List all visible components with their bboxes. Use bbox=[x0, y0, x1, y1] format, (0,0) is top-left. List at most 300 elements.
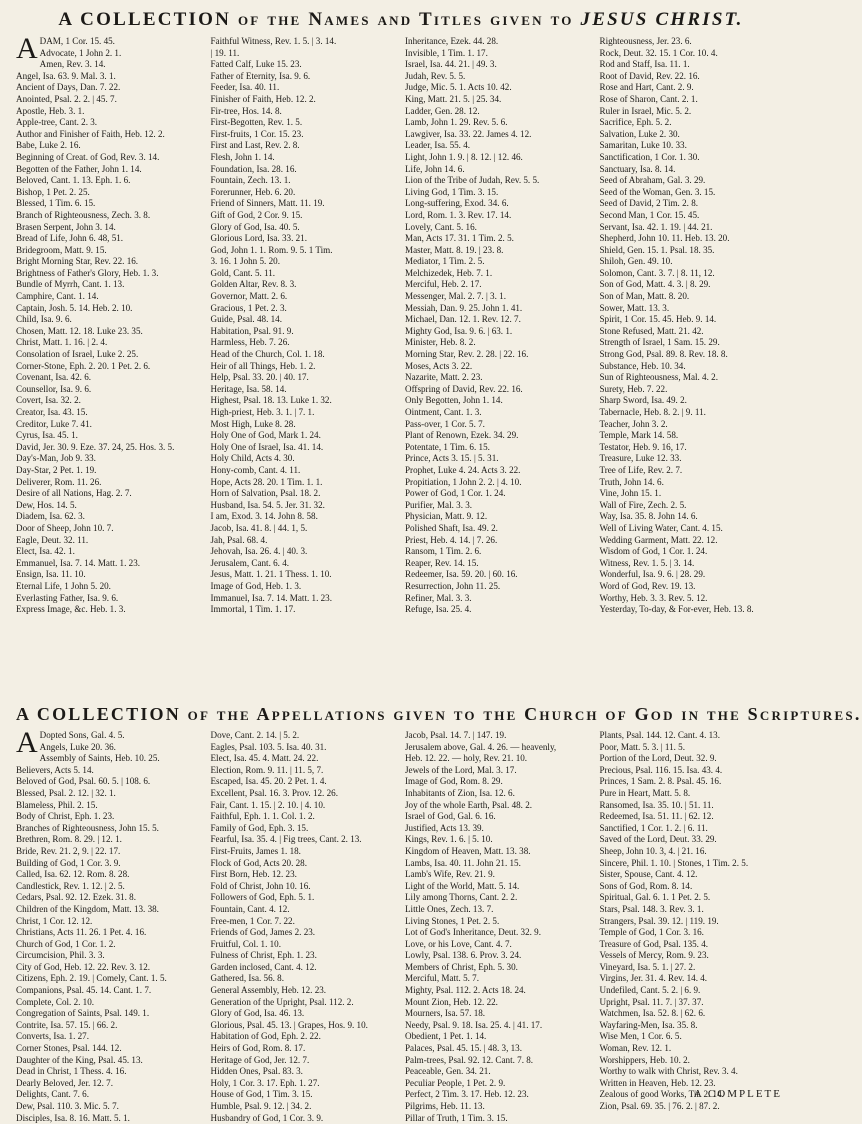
entry-line: Corner Stones, Psal. 144. 12. bbox=[16, 1043, 122, 1054]
entry-line: Flesh, John 1. 14. bbox=[210, 151, 275, 162]
entry-line: Angel, Isa. 63. 9. Mal. 3. 1. bbox=[16, 70, 116, 81]
entry-line: Plant of Renown, Ezek. 34. 29. bbox=[405, 430, 519, 441]
entry-line: Judge, Mic. 5. 1. Acts 10. 42. bbox=[405, 82, 512, 93]
entry-line: Habitation of God, Eph. 2. 22. bbox=[210, 1031, 321, 1042]
entry-line: Gold, Cant. 5. 11. bbox=[210, 267, 276, 278]
entry-line: Faithful, Eph. 1. 1. Col. 1. 2. bbox=[210, 811, 315, 822]
entry-line: First Born, Heb. 12. 23. bbox=[210, 869, 297, 880]
entry-line: Written in Heaven, Heb. 12. 23. bbox=[599, 1077, 716, 1088]
entry-line: Escaped, Isa. 45. 20. 2 Pet. 1. 4. bbox=[210, 776, 327, 787]
entry-line: Beginning of Creat. of God, Rev. 3. 14. bbox=[16, 151, 160, 162]
appellations-column-2 bbox=[210, 730, 398, 1123]
entry-line: Holy One of God, Mark 1. 24. bbox=[210, 430, 321, 441]
entry-line: Amen, Rev. 3. 14. bbox=[39, 59, 106, 70]
entry-line: Love, or his Love, Cant. 4. 7. bbox=[405, 938, 512, 949]
entry-line: Worthy to walk with Christ, Rev. 3. 4. bbox=[599, 1066, 738, 1077]
entry-line: Beloved of God, Psal. 60. 5. | 108. 6. bbox=[16, 776, 151, 787]
entry-line: Tree of Life, Rev. 2. 7. bbox=[599, 464, 683, 475]
entry-line: Tabernacle, Heb. 8. 2. | 9. 11. bbox=[599, 407, 706, 417]
entry-line: DAM, 1 Cor. 15. 45. bbox=[39, 36, 115, 46]
entry-line: Second Man, 1 Cor. 15. 45. bbox=[599, 209, 700, 220]
entry-line: Lamb's Wife, Rev. 21. 9. bbox=[405, 869, 495, 880]
entry-line: Living Stones, 1 Pet. 2. 5. bbox=[405, 915, 500, 926]
entry-line: Root of David, Rev. 22. 16. bbox=[599, 70, 700, 81]
entry-line: Lily among Thorns, Cant. 2. 2. bbox=[405, 892, 518, 903]
entry-line: Gathered, Isa. 56. 8. bbox=[210, 973, 284, 984]
entry-line: Dopted Sons, Gal. 4. 5. bbox=[39, 730, 125, 740]
entry-line: First-Fruits, James 1. 18. bbox=[210, 845, 301, 856]
entry-line: Mount Zion, Heb. 12. 22. bbox=[405, 996, 498, 1007]
entry-line: Wise Men, 1 Cor. 6. 5. bbox=[599, 1031, 682, 1042]
entry-line: Christ, Matt. 1. 16. | 2. 4. bbox=[16, 337, 108, 348]
entry-line: Delights, Cant. 7. 6. bbox=[16, 1089, 89, 1100]
entry-line: Nazarite, Matt. 2. 23. bbox=[405, 372, 483, 383]
entry-line: Eagles, Psal. 103. 5. Isa. 40. 31. bbox=[210, 741, 327, 752]
entry-line: Wonderful, Isa. 9. 6. | 28. 29. bbox=[599, 569, 706, 580]
entry-line: Eternal Life, 1 John 5. 20. bbox=[16, 580, 111, 591]
entry-line: King, Matt. 21. 5. | 25. 34. bbox=[405, 93, 502, 104]
entry-line: Rock, Deut. 32. 15. 1 Cor. 10. 4. bbox=[599, 47, 718, 58]
entry-line: Blameless, Phil. 2. 15. bbox=[16, 799, 98, 810]
entry-line: Heir of all Things, Heb. 1. 2. bbox=[210, 360, 316, 371]
entry-line: High-priest, Heb. 3. 1. | 7. 1. bbox=[210, 407, 315, 417]
entry-line: Palm-trees, Psal. 92. 12. Cant. 7. 8. bbox=[405, 1054, 534, 1065]
entry-line: I am, Exod. 3. 14. John 8. 58. bbox=[210, 511, 318, 522]
entry-line: Creator, Isa. 43. 15. bbox=[16, 407, 88, 417]
entry-line: Candlestick, Rev. 1. 12. | 2. 5. bbox=[16, 880, 125, 891]
entry-line: Covenant, Isa. 42. 6. bbox=[16, 372, 92, 383]
entry-line: Justified, Acts 13. 39. bbox=[405, 822, 484, 833]
entry-line: Covert, Isa. 32. 2. bbox=[16, 395, 81, 406]
entry-line: Invisible, 1 Tim. 1. 17. bbox=[405, 47, 488, 58]
entry-line: Counsellor, Isa. 9. 6. bbox=[16, 383, 92, 394]
entry-line: Jesus, Matt. 1. 21. 1 Thess. 1. 10. bbox=[210, 569, 332, 580]
entry-line: Zion, Psal. 69. 35. | 76. 2. | 87. 2. bbox=[599, 1101, 720, 1111]
entry-line: Propitiation, 1 John 2. 2. | 4. 10. bbox=[405, 476, 522, 487]
entry-line: Vineyard, Isa. 5. 1. | 27. 2. bbox=[599, 961, 696, 972]
entry-line: General Assembly, Heb. 12. 23. bbox=[210, 985, 327, 996]
entry-line: Plants, Psal. 144. 12. Cant. 4. 13. bbox=[599, 730, 720, 740]
entry-line: First and Last, Rev. 2. 8. bbox=[210, 140, 300, 151]
entry-line: Wayfaring-Men, Isa. 35. 8. bbox=[599, 1019, 698, 1030]
entry-line: Testator, Heb. 9. 16, 17. bbox=[599, 441, 687, 452]
entry-line: Shepherd, John 10. 11. Heb. 13. 20. bbox=[599, 233, 730, 244]
entry-line: Saved of the Lord, Deut. 33. 29. bbox=[599, 834, 717, 845]
entry-line: Truth, John 14. 6. bbox=[599, 476, 664, 487]
entry-line: Golden Altar, Rev. 8. 3. bbox=[210, 279, 297, 290]
entry-line: Jah, Psal. 68. 4. bbox=[210, 534, 268, 545]
entry-line: Dove, Cant. 2. 14. | 5. 2. bbox=[210, 730, 300, 740]
entry-line: Sanctuary, Isa. 8. 14. bbox=[599, 163, 676, 174]
entry-line: Lawgiver, Isa. 33. 22. James 4. 12. bbox=[405, 128, 532, 139]
appellations-column-3 bbox=[405, 730, 592, 1123]
entry-line: Resurrection, John 11. 25. bbox=[405, 580, 501, 591]
entry-line: Sanctification, 1 Cor. 1. 30. bbox=[599, 151, 700, 162]
entry-line: Potentate, 1 Tim. 6. 15. bbox=[405, 441, 490, 452]
entry-line: Horn of Salvation, Psal. 18. 2. bbox=[210, 488, 321, 499]
entry-line: Glory of God, Isa. 46. 13. bbox=[210, 1008, 305, 1019]
entry-line: Merciful, Heb. 2. 17. bbox=[405, 279, 482, 290]
church-appellations-section bbox=[16, 726, 786, 1123]
entry-line: Elect, Isa. 45. 4. Matt. 24. 22. bbox=[210, 753, 319, 764]
entry-line: Ransom, 1 Tim. 2. 6. bbox=[405, 546, 482, 557]
entry-line: Vine, John 15. 1. bbox=[599, 488, 662, 499]
entry-line: Husband, Isa. 54. 5. Jer. 31. 32. bbox=[210, 499, 325, 510]
entry-line: Little Ones, Zech. 13. 7. bbox=[405, 903, 494, 914]
entry-line: Called, Isa. 62. 12. Rom. 8. 28. bbox=[16, 869, 130, 880]
entry-line: Wisdom of God, 1 Cor. 1. 24. bbox=[599, 546, 708, 557]
entry-line: Peculiar People, 1 Pet. 2. 9. bbox=[405, 1077, 506, 1088]
entry-line: Ointment, Cant. 1. 3. bbox=[405, 407, 482, 417]
entry-line: Emmanuel, Isa. 7. 14. Matt. 1. 23. bbox=[16, 557, 141, 568]
entry-line: Lord, Rom. 1. 3. Rev. 17. 14. bbox=[405, 209, 512, 220]
entry-line: Peaceable, Gen. 34. 21. bbox=[405, 1066, 491, 1077]
entry-line: Redeemed, Isa. 51. 11. | 62. 12. bbox=[599, 811, 714, 822]
entry-line: Morning Star, Rev. 2. 28. | 22. 16. bbox=[405, 349, 529, 360]
entry-line: Circumcision, Phil. 3. 3. bbox=[16, 950, 105, 961]
entry-line: Minister, Heb. 8. 2. bbox=[405, 337, 476, 348]
entry-line: Father of Eternity, Isa. 9. 6. bbox=[210, 70, 311, 81]
entry-line: Blessed, 1 Tim. 6. 15. bbox=[16, 198, 96, 209]
entry-line: Congregation of Saints, Psal. 149. 1. bbox=[16, 1008, 150, 1019]
entry-line: Sincere, Phil. 1. 10. | Stones, 1 Tim. 2. 5. bbox=[599, 857, 749, 868]
entry-line: Christ, 1 Cor. 12. 12. bbox=[16, 915, 93, 926]
entry-line: Way, Isa. 35. 8. John 14. 6. bbox=[599, 511, 698, 522]
entry-line: Sheep, John 10. 3, 4. | 21. 16. bbox=[599, 845, 707, 856]
entry-line: Sower, Matt. 13. 3. bbox=[599, 302, 670, 313]
entry-line: Vessels of Mercy, Rom. 9. 23. bbox=[599, 950, 709, 961]
entry-line: Governor, Matt. 2. 6. bbox=[210, 291, 288, 302]
entry-line: Habitation, Psal. 91. 9. bbox=[210, 325, 294, 336]
entry-line: Palaces, Psal. 45. 15. | 48. 3, 13. bbox=[405, 1043, 522, 1054]
entry-line: Pass-over, 1 Cor. 5. 7. bbox=[405, 418, 485, 429]
entry-line: Angels, Luke 20. 36. bbox=[39, 741, 116, 752]
entry-line: Child, Isa. 9. 6. bbox=[16, 314, 72, 325]
entry-line: Melchizedek, Heb. 7. 1. bbox=[405, 267, 493, 278]
entry-line: Children of the Kingdom, Matt. 13. 38. bbox=[16, 903, 159, 914]
entry-line: Day-Star, 2 Pet. 1. 19. bbox=[16, 464, 97, 475]
entry-line: Bright Morning Star, Rev. 22. 16. bbox=[16, 256, 139, 267]
drop-cap: A bbox=[16, 726, 38, 759]
entry-line: Pilgrims, Heb. 11. 13. bbox=[405, 1101, 485, 1111]
entry-line: Treasure of God, Psal. 135. 4. bbox=[599, 938, 709, 949]
entry-line: Camphire, Cant. 1. 14. bbox=[16, 291, 99, 302]
entry-line: Generation of the Upright, Psal. 112. 2. bbox=[210, 996, 354, 1007]
entry-line: Creditor, Luke 7. 41. bbox=[16, 418, 92, 429]
entry-line: Highest, Psal. 18. 13. Luke 1. 32. bbox=[210, 395, 332, 406]
entry-line: Temple of God, 1 Cor. 3. 16. bbox=[599, 927, 704, 938]
entry-line: Bride, Rev. 21. 2, 9. | 22. 17. bbox=[16, 845, 121, 856]
entry-line: Flock of God, Acts 20. 28. bbox=[210, 857, 307, 868]
entry-line: Servant, Isa. 42. 1. 19. | 44. 21. bbox=[599, 221, 713, 232]
entry-line: Desire of all Nations, Hag. 2. 7. bbox=[16, 488, 132, 499]
entry-line: Spiritual, Gal. 6. 1. 1 Pet. 2. 5. bbox=[599, 892, 711, 903]
entry-line: Cedars, Psal. 92. 12. Ezek. 31. 8. bbox=[16, 892, 136, 903]
entry-line: Ransomed, Isa. 35. 10. | 51. 11. bbox=[599, 799, 714, 810]
entry-line: Sacrifice, Eph. 5. 2. bbox=[599, 117, 672, 128]
entry-line: Apple-tree, Cant. 2. 3. bbox=[16, 117, 98, 128]
entry-line: Immortal, 1 Tim. 1. 17. bbox=[210, 604, 296, 615]
entry-line: Heb. 12. 22. — holy, Rev. 21. 10. bbox=[405, 753, 528, 764]
entry-line: Holy One of Israel, Isa. 41. 14. bbox=[210, 441, 324, 452]
entry-line: Ladder, Gen. 28. 12. bbox=[405, 105, 480, 116]
entry-line: Bishop, 1 Pet. 2. 25. bbox=[16, 186, 90, 197]
entry-line: Ancient of Days, Dan. 7. 22. bbox=[16, 82, 121, 93]
names-column-2 bbox=[211, 36, 398, 698]
entry-line: Pillar of Truth, 1 Tim. 3. 15. bbox=[405, 1112, 508, 1123]
entry-line: Mighty God, Isa. 9. 6. | 63. 1. bbox=[405, 325, 513, 336]
entry-line: Fold of Christ, John 10. 16. bbox=[210, 880, 311, 891]
entry-line: Mighty, Psal. 112. 2. Acts 18. 24. bbox=[405, 985, 526, 996]
entry-line: Gift of God, 2 Cor. 9. 15. bbox=[210, 209, 303, 220]
entry-line: Spirit, 1 Cor. 15. 45. Heb. 9. 14. bbox=[599, 314, 717, 325]
appellations-column-4 bbox=[600, 730, 787, 1116]
entry-line: Lambs, Isa. 40. 11. John 21. 15. bbox=[405, 857, 521, 868]
entry-line: Polished Shaft, Isa. 49. 2. bbox=[405, 522, 498, 533]
entry-line: Holy Child, Acts 4. 30. bbox=[210, 453, 295, 464]
entry-line: Feeder, Isa. 40. 11. bbox=[210, 82, 280, 93]
entry-line: Jerusalem, Cant. 6. 4. bbox=[210, 557, 290, 568]
appellations-column-1 bbox=[16, 726, 203, 1123]
entry-line: Poor, Matt. 5. 3. | 11. 5. bbox=[599, 741, 685, 752]
entry-line: Babe, Luke 2. 16. bbox=[16, 140, 81, 151]
entry-line: Believers, Acts 5. 14. bbox=[16, 764, 94, 775]
entry-line: Holy, 1 Cor. 3. 17. Eph. 1. 27. bbox=[210, 1077, 320, 1088]
entry-line: Israel of God, Gal. 6. 16. bbox=[405, 811, 496, 822]
entry-line: Friend of Sinners, Matt. 11. 19. bbox=[210, 198, 325, 209]
entry-line: Undefiled, Cant. 5. 2. | 6. 9. bbox=[599, 985, 701, 996]
entry-line: Sister, Spouse, Cant. 4. 12. bbox=[599, 869, 698, 880]
entry-line: Light, John 1. 9. | 8. 12. | 12. 46. bbox=[405, 151, 523, 162]
entry-line: Author and Finisher of Faith, Heb. 12. 2. bbox=[16, 128, 165, 139]
entry-line: Inhabitants of Zion, Isa. 12. 6. bbox=[405, 787, 515, 798]
entry-line: City of God, Heb. 12. 22. Rev. 3. 12. bbox=[16, 961, 151, 972]
entry-line: Judah, Rev. 5. 5. bbox=[405, 70, 466, 81]
entry-line: Foundation, Isa. 28. 16. bbox=[210, 163, 297, 174]
entry-line: Ensign, Isa. 11. 10. bbox=[16, 569, 86, 580]
entry-line: Door of Sheep, John 10. 7. bbox=[16, 522, 114, 533]
entry-line: Begotten of the Father, John 1. 14. bbox=[16, 163, 142, 174]
entry-line: Express Image, &c. Heb. 1. 3. bbox=[16, 604, 126, 615]
entry-line: 3. 16. 1 John 5. 20. bbox=[210, 256, 280, 267]
entry-line: Body of Christ, Eph. 1. 23. bbox=[16, 811, 115, 822]
entry-line: Glorious Lord, Isa. 33. 21. bbox=[210, 233, 307, 244]
entry-line: Converts, Isa. 1. 27. bbox=[16, 1031, 89, 1042]
entry-line: Friends of God, James 2. 23. bbox=[210, 927, 316, 938]
entry-line: Christians, Acts 11. 26. 1 Pet. 4. 16. bbox=[16, 927, 147, 938]
entry-line: Messenger, Mal. 2. 7. | 3. 1. bbox=[405, 291, 506, 302]
entry-line: Fulness of Christ, Eph. 1. 23. bbox=[210, 950, 317, 961]
entry-line: Brightness of Father's Glory, Heb. 1. 3. bbox=[16, 267, 159, 278]
entry-line: Obedient, 1 Pet. 1. 14. bbox=[405, 1031, 487, 1042]
title-church-appellations: A COLLECTION of the Appellations given to the Church of God in the Scriptures. bbox=[16, 704, 862, 724]
entry-line: Assembly of Saints, Heb. 10. 25. bbox=[39, 753, 160, 764]
entry-line: Salvation, Luke 2. 30. bbox=[599, 128, 680, 139]
entry-line: Strong God, Psal. 89. 8. Rev. 18. 8. bbox=[599, 349, 728, 360]
entry-line: Complete, Col. 2. 10. bbox=[16, 996, 95, 1007]
entry-line: Diadem, Isa. 62. 3. bbox=[16, 511, 85, 522]
entry-line: Lowly, Psal. 138. 6. Prov. 3. 24. bbox=[405, 950, 522, 961]
names-column-1 bbox=[16, 32, 203, 698]
entry-line: Fir-tree, Hos. 14. 8. bbox=[210, 105, 282, 116]
entry-line: Building of God, 1 Cor. 3. 9. bbox=[16, 857, 121, 868]
drop-cap: A bbox=[16, 32, 38, 65]
entry-line: Fatted Calf, Luke 15. 23. bbox=[210, 59, 302, 70]
entry-line: Harmless, Heb. 7. 26. bbox=[210, 337, 290, 348]
entry-line: Son of Man, Matt. 8. 20. bbox=[599, 291, 690, 302]
entry-line: Kings, Rev. 1. 6. | 5. 10. bbox=[405, 834, 493, 845]
entry-line: David, Jer. 30. 9. Eze. 37. 24, 25. Hos. 3. 5. bbox=[16, 441, 175, 452]
names-column-4 bbox=[600, 36, 787, 698]
entry-line: Head of the Church, Col. 1. 18. bbox=[210, 349, 325, 360]
entry-line: Hope, Acts 28. 20. 1 Tim. 1. 1. bbox=[210, 476, 323, 487]
entry-line: Forerunner, Heb. 6. 20. bbox=[210, 186, 296, 197]
entry-line: Leader, Isa. 55. 4. bbox=[405, 140, 471, 151]
entry-line: Surety, Heb. 7. 22. bbox=[599, 383, 668, 394]
entry-line: Temple, Mark 14. 58. bbox=[599, 430, 679, 441]
entry-line: Immanuel, Isa. 7. 14. Matt. 1. 23. bbox=[210, 592, 332, 603]
entry-line: Light of the World, Matt. 5. 14. bbox=[405, 880, 520, 891]
entry-line: Redeemer, Isa. 59. 20. | 60. 16. bbox=[405, 569, 518, 580]
entry-line: Everlasting Father, Isa. 9. 6. bbox=[16, 592, 119, 603]
entry-line: Bread of Life, John 6. 48, 51. bbox=[16, 233, 124, 244]
entry-line: Elect, Isa. 42. 1. bbox=[16, 546, 75, 557]
entry-line: Righteousness, Jer. 23. 6. bbox=[599, 36, 692, 46]
entry-line: Image of God, Rom. 8. 29. bbox=[405, 776, 503, 787]
entry-line: Companions, Psal. 45. 14. Cant. 1. 7. bbox=[16, 985, 152, 996]
entry-line: Lovely, Cant. 5. 16. bbox=[405, 221, 477, 232]
entry-line: Church of God, 1 Cor. 1. 2. bbox=[16, 938, 116, 949]
entry-line: Samaritan, Luke 10. 33. bbox=[599, 140, 687, 151]
entry-line: Branch of Righteousness, Zech. 3. 8. bbox=[16, 209, 151, 220]
entry-line: Strength of Israel, 1 Sam. 15. 29. bbox=[599, 337, 720, 348]
entry-line: Power of God, 1 Cor. 1. 24. bbox=[405, 488, 506, 499]
entry-line: Witness, Rev. 1. 5. | 3. 14. bbox=[599, 557, 695, 568]
entry-line: Woman, Rev. 12. 1. bbox=[599, 1043, 672, 1054]
entry-line: Watchmen, Isa. 52. 8. | 62. 6. bbox=[599, 1008, 706, 1019]
entry-line: Rose of Sharon, Cant. 2. 1. bbox=[599, 93, 698, 104]
entry-line: First-Begotten, Rev. 1. 5. bbox=[210, 117, 303, 128]
entry-line: Stone Refused, Matt. 21. 42. bbox=[599, 325, 704, 336]
entry-line: Jewels of the Lord, Mal. 3. 17. bbox=[405, 764, 517, 775]
entry-line: Michael, Dan. 12. 1. Rev. 12. 7. bbox=[405, 314, 521, 325]
entry-line: Gracious, 1 Pet. 2. 3. bbox=[210, 302, 287, 313]
title-prefix: A COLLECTION of the Names and Titles given to bbox=[58, 9, 574, 30]
entry-line: Son of God, Matt. 4. 3. | 8. 29. bbox=[599, 279, 711, 290]
entry-line: Dearly Beloved, Jer. 12. 7. bbox=[16, 1077, 113, 1088]
entry-line: Substance, Heb. 10. 34. bbox=[599, 360, 686, 371]
entry-line: Apostle, Heb. 3. 1. bbox=[16, 105, 85, 116]
entry-line: Needy, Psal. 9. 18. Isa. 25. 4. | 41. 17. bbox=[405, 1019, 543, 1030]
entry-line: Anointed, Psal. 2. 2. | 45. 7. bbox=[16, 93, 117, 104]
entry-line: Chosen, Matt. 12. 18. Luke 23. 35. bbox=[16, 325, 143, 336]
entry-line: Humble, Psal. 9. 12. | 34. 2. bbox=[210, 1101, 312, 1111]
entry-line: Master, Matt. 8. 19. | 23. 8. bbox=[405, 244, 504, 255]
entry-line: Sons of God, Rom. 8. 14. bbox=[599, 880, 693, 891]
entry-line: Shiloh, Gen. 49. 10. bbox=[599, 256, 673, 267]
entry-line: Family of God, Eph. 3. 15. bbox=[210, 822, 309, 833]
entry-line: Pure in Heart, Matt. 5. 8. bbox=[599, 787, 691, 798]
entry-line: Fearful, Isa. 35. 4. | Fig trees, Cant. 2. 13. bbox=[210, 834, 362, 845]
entry-line: God, John 1. 1. Rom. 9. 5. 1 Tim. bbox=[210, 244, 333, 255]
entry-line: Citizens, Eph. 2. 19. | Comely, Cant. 1. 5. bbox=[16, 973, 167, 984]
entry-line: Princes, 1 Sam. 2. 8. Psal. 45. 16. bbox=[599, 776, 722, 787]
entry-line: Only Begotten, John 1. 14. bbox=[405, 395, 503, 406]
entry-line: Branches of Righteousness, John 15. 5. bbox=[16, 822, 159, 833]
entry-line: Captain, Josh. 5. 14. Heb. 2. 10. bbox=[16, 302, 133, 313]
entry-line: Moses, Acts 3. 22. bbox=[405, 360, 473, 371]
entry-line: Mourners, Isa. 57. 18. bbox=[405, 1008, 486, 1019]
entry-line: Purifier, Mal. 3. 3. bbox=[405, 499, 473, 510]
entry-line: Garden inclosed, Cant. 4. 12. bbox=[210, 961, 317, 972]
entry-line: Sanctified, 1 Cor. 1. 2. | 6. 11. bbox=[599, 822, 708, 833]
entry-line: Rose and Hart, Cant. 2. 9. bbox=[599, 82, 694, 93]
entry-line: Wall of Fire, Zech. 2. 5. bbox=[599, 499, 687, 510]
entry-line: Solomon, Cant. 3. 7. | 8. 11, 12. bbox=[599, 267, 715, 278]
entry-line: Upright, Psal. 11. 7. | 37. 37. bbox=[599, 996, 704, 1007]
entry-line: Bundle of Myrrh, Cant. 1. 13. bbox=[16, 279, 125, 290]
entry-line: Well of Living Water, Cant. 4. 15. bbox=[599, 522, 723, 533]
entry-line: Man, Acts 17. 31. 1 Tim. 2. 5. bbox=[405, 233, 514, 244]
entry-line: Zealous of good Works, Tit. 2. 14. bbox=[599, 1089, 724, 1100]
entry-line: Strangers, Psal. 39. 12. | 119. 19. bbox=[599, 915, 719, 926]
entry-line: Long-suffering, Exod. 34. 6. bbox=[405, 198, 509, 209]
entry-line: Portion of the Lord, Deut. 32. 9. bbox=[599, 753, 717, 764]
entry-line: Hidden Ones, Psal. 83. 3. bbox=[210, 1066, 303, 1077]
entry-line: Refuge, Isa. 25. 4. bbox=[405, 604, 472, 615]
entry-line: Jehovah, Isa. 26. 4. | 40. 3. bbox=[210, 546, 308, 557]
entry-line: Israel, Isa. 44. 21. | 49. 3. bbox=[405, 59, 497, 70]
entry-line: Faithful Witness, Rev. 1. 5. | 3. 14. bbox=[210, 36, 337, 46]
entry-line: Inheritance, Ezek. 44. 28. bbox=[405, 36, 499, 46]
entry-line: Jacob, Isa. 41. 8. | 44. 1, 5. bbox=[210, 522, 308, 533]
title-names-of-christ bbox=[16, 8, 786, 32]
entry-line: Disciples, Isa. 8. 16. Matt. 5. 1. bbox=[16, 1112, 130, 1123]
title-emphasis: JESUS CHRIST. bbox=[580, 9, 744, 30]
entry-line: Lion of the Tribe of Judah, Rev. 5. 5. bbox=[405, 175, 540, 186]
entry-line: Wedding Garment, Matt. 22. 12. bbox=[599, 534, 718, 545]
entry-line: Heirs of God, Rom. 8. 17. bbox=[210, 1043, 306, 1054]
entry-line: Sun of Righteousness, Mal. 4. 2. bbox=[599, 372, 718, 383]
entry-line: Precious, Psal. 116. 15. Isa. 43. 4. bbox=[599, 764, 723, 775]
entry-line: Daughter of the King, Psal. 45. 13. bbox=[16, 1054, 143, 1065]
entry-line: Heritage, Isa. 58. 14. bbox=[210, 383, 287, 394]
entry-line: Election, Rom. 9. 11. | 11. 5, 7. bbox=[210, 764, 324, 775]
entry-line: Jacob, Psal. 14. 7. | 147. 19. bbox=[405, 730, 507, 740]
entry-line: House of God, 1 Tim. 3. 15. bbox=[210, 1089, 313, 1100]
entry-line: Heritage of God, Jer. 12. 7. bbox=[210, 1054, 310, 1065]
entry-line: Hony-comb, Cant. 4. 11. bbox=[210, 464, 301, 475]
entry-line: Members of Christ, Eph. 5. 30. bbox=[405, 961, 518, 972]
entry-line: Sharp Sword, Isa. 49. 2. bbox=[599, 395, 687, 406]
entry-line: Living God, 1 Tim. 3. 15. bbox=[405, 186, 499, 197]
entry-line: Seed of the Woman, Gen. 3. 15. bbox=[599, 186, 716, 197]
entry-line: Shield, Gen. 15. 1. Psal. 18. 35. bbox=[599, 244, 715, 255]
entry-line: Corner-Stone, Eph. 2. 20. 1 Pet. 2. 6. bbox=[16, 360, 151, 371]
entry-line: Life, John 14. 6. bbox=[405, 163, 465, 174]
entry-line: Dew, Hos. 14. 5. bbox=[16, 499, 77, 510]
entry-line: Word of God, Rev. 19. 13. bbox=[599, 580, 696, 591]
entry-line: Most High, Luke 8. 28. bbox=[210, 418, 296, 429]
entry-line: Worthy, Heb. 3. 3. Rev. 5. 12. bbox=[599, 592, 708, 603]
entry-line: Joy of the whole Earth, Psal. 48. 2. bbox=[405, 799, 533, 810]
entry-line: First-fruits, 1 Cor. 15. 23. bbox=[210, 128, 304, 139]
entry-line: Messiah, Dan. 9. 25. John 1. 41. bbox=[405, 302, 523, 313]
entry-line: Free-men, 1 Cor. 7. 22. bbox=[210, 915, 295, 926]
entry-line: Guide, Psal. 48. 14. bbox=[210, 314, 282, 325]
entry-line: Followers of God, Eph. 5. 1. bbox=[210, 892, 315, 903]
entry-line: Yesterday, To-day, & For-ever, Heb. 13. 8. bbox=[599, 604, 754, 615]
